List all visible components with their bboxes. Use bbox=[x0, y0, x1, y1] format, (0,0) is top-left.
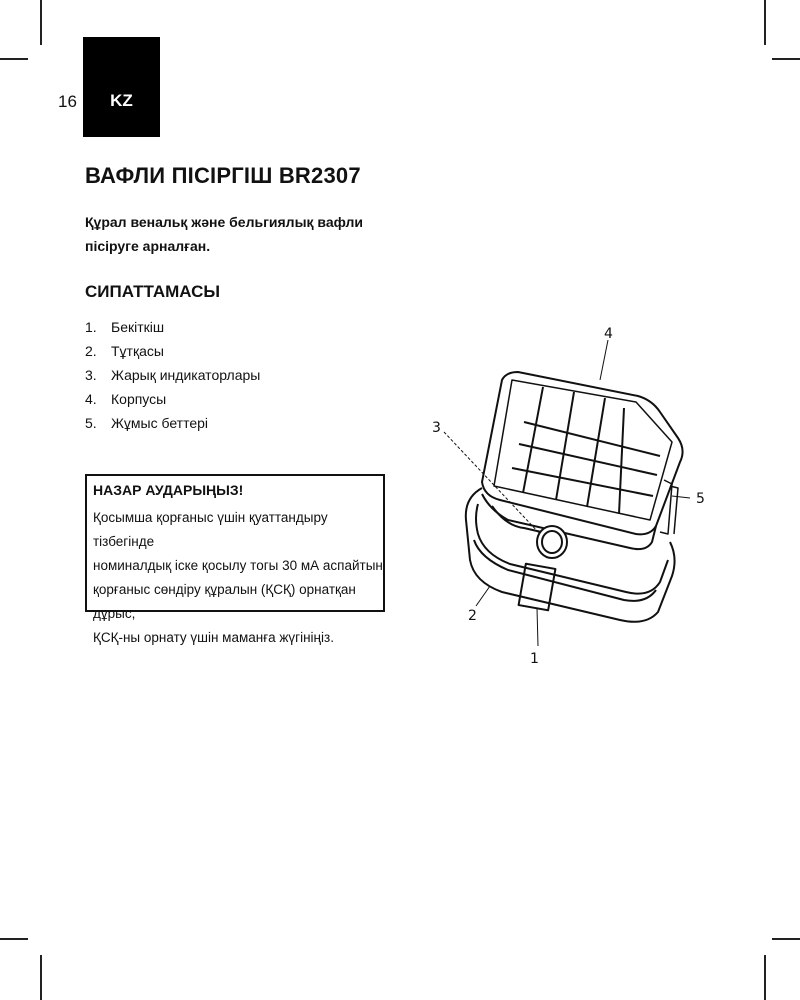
crop-mark bbox=[764, 0, 766, 45]
page-title: ВАФЛИ ПІСІРГІШ BR2307 bbox=[85, 163, 361, 188]
notice-line: Қосымша қорғаныс үшін қуаттандыру тізбегінде bbox=[93, 510, 328, 549]
language-code: KZ bbox=[110, 91, 133, 110]
item-label: Жарық индикаторлары bbox=[111, 367, 261, 383]
crop-mark bbox=[772, 58, 800, 60]
callout-label: 5 bbox=[696, 491, 705, 507]
page-number: 16 bbox=[58, 92, 77, 111]
item-label: Корпусы bbox=[111, 391, 167, 407]
parts-list bbox=[85, 315, 260, 435]
callout-leader bbox=[600, 340, 608, 380]
crop-mark bbox=[0, 938, 28, 940]
callout-label: 2 bbox=[468, 608, 477, 624]
callout-label: 4 bbox=[604, 326, 613, 342]
language-tab bbox=[83, 37, 160, 137]
list-item bbox=[85, 363, 260, 387]
item-label: Тұтқасы bbox=[111, 343, 164, 359]
base-body bbox=[466, 488, 675, 622]
item-number: 4. bbox=[85, 391, 97, 407]
callout-leader bbox=[672, 496, 690, 498]
crop-mark bbox=[40, 0, 42, 45]
list-item bbox=[85, 411, 260, 435]
notice-line: номиналдық іске қосылу тогы 30 мА аспайтын bbox=[93, 558, 383, 573]
item-number: 2. bbox=[85, 343, 97, 359]
lid-top-plate bbox=[494, 380, 672, 520]
notice-box bbox=[85, 474, 385, 645]
item-number: 1. bbox=[85, 319, 97, 335]
crop-mark bbox=[0, 58, 28, 60]
item-number: 3. bbox=[85, 367, 97, 383]
notice-line: ҚСҚ-ны орнату үшін маманға жүгініңіз. bbox=[93, 630, 334, 645]
callout-label: 3 bbox=[432, 420, 441, 436]
crop-mark bbox=[772, 938, 800, 940]
list-item bbox=[85, 387, 260, 411]
notice-title: НАЗАР АУДАРЫҢЫЗ! bbox=[93, 482, 244, 498]
intro-text: Құрал венальқ және бельгиялық вафли пісіруге арналған. bbox=[85, 214, 364, 254]
crop-mark bbox=[764, 955, 766, 1000]
list-item bbox=[85, 339, 260, 363]
item-label: Жұмыс беттері bbox=[111, 415, 209, 431]
notice-text bbox=[93, 506, 383, 650]
crop-mark bbox=[40, 955, 42, 1000]
notice-line: қорғаныс сөндіру құралын (ҚСҚ) орнатқан дұрыс, bbox=[93, 582, 356, 621]
callout-leader bbox=[476, 586, 490, 606]
item-number: 5. bbox=[85, 415, 97, 431]
waffle-maker-diagram bbox=[420, 320, 720, 670]
section-title: СИПАТТАМАСЫ bbox=[85, 282, 221, 301]
item-label: Бекіткіш bbox=[111, 319, 165, 335]
callout-label: 1 bbox=[530, 651, 539, 667]
list-item bbox=[85, 315, 260, 339]
callout-leader bbox=[537, 608, 538, 646]
